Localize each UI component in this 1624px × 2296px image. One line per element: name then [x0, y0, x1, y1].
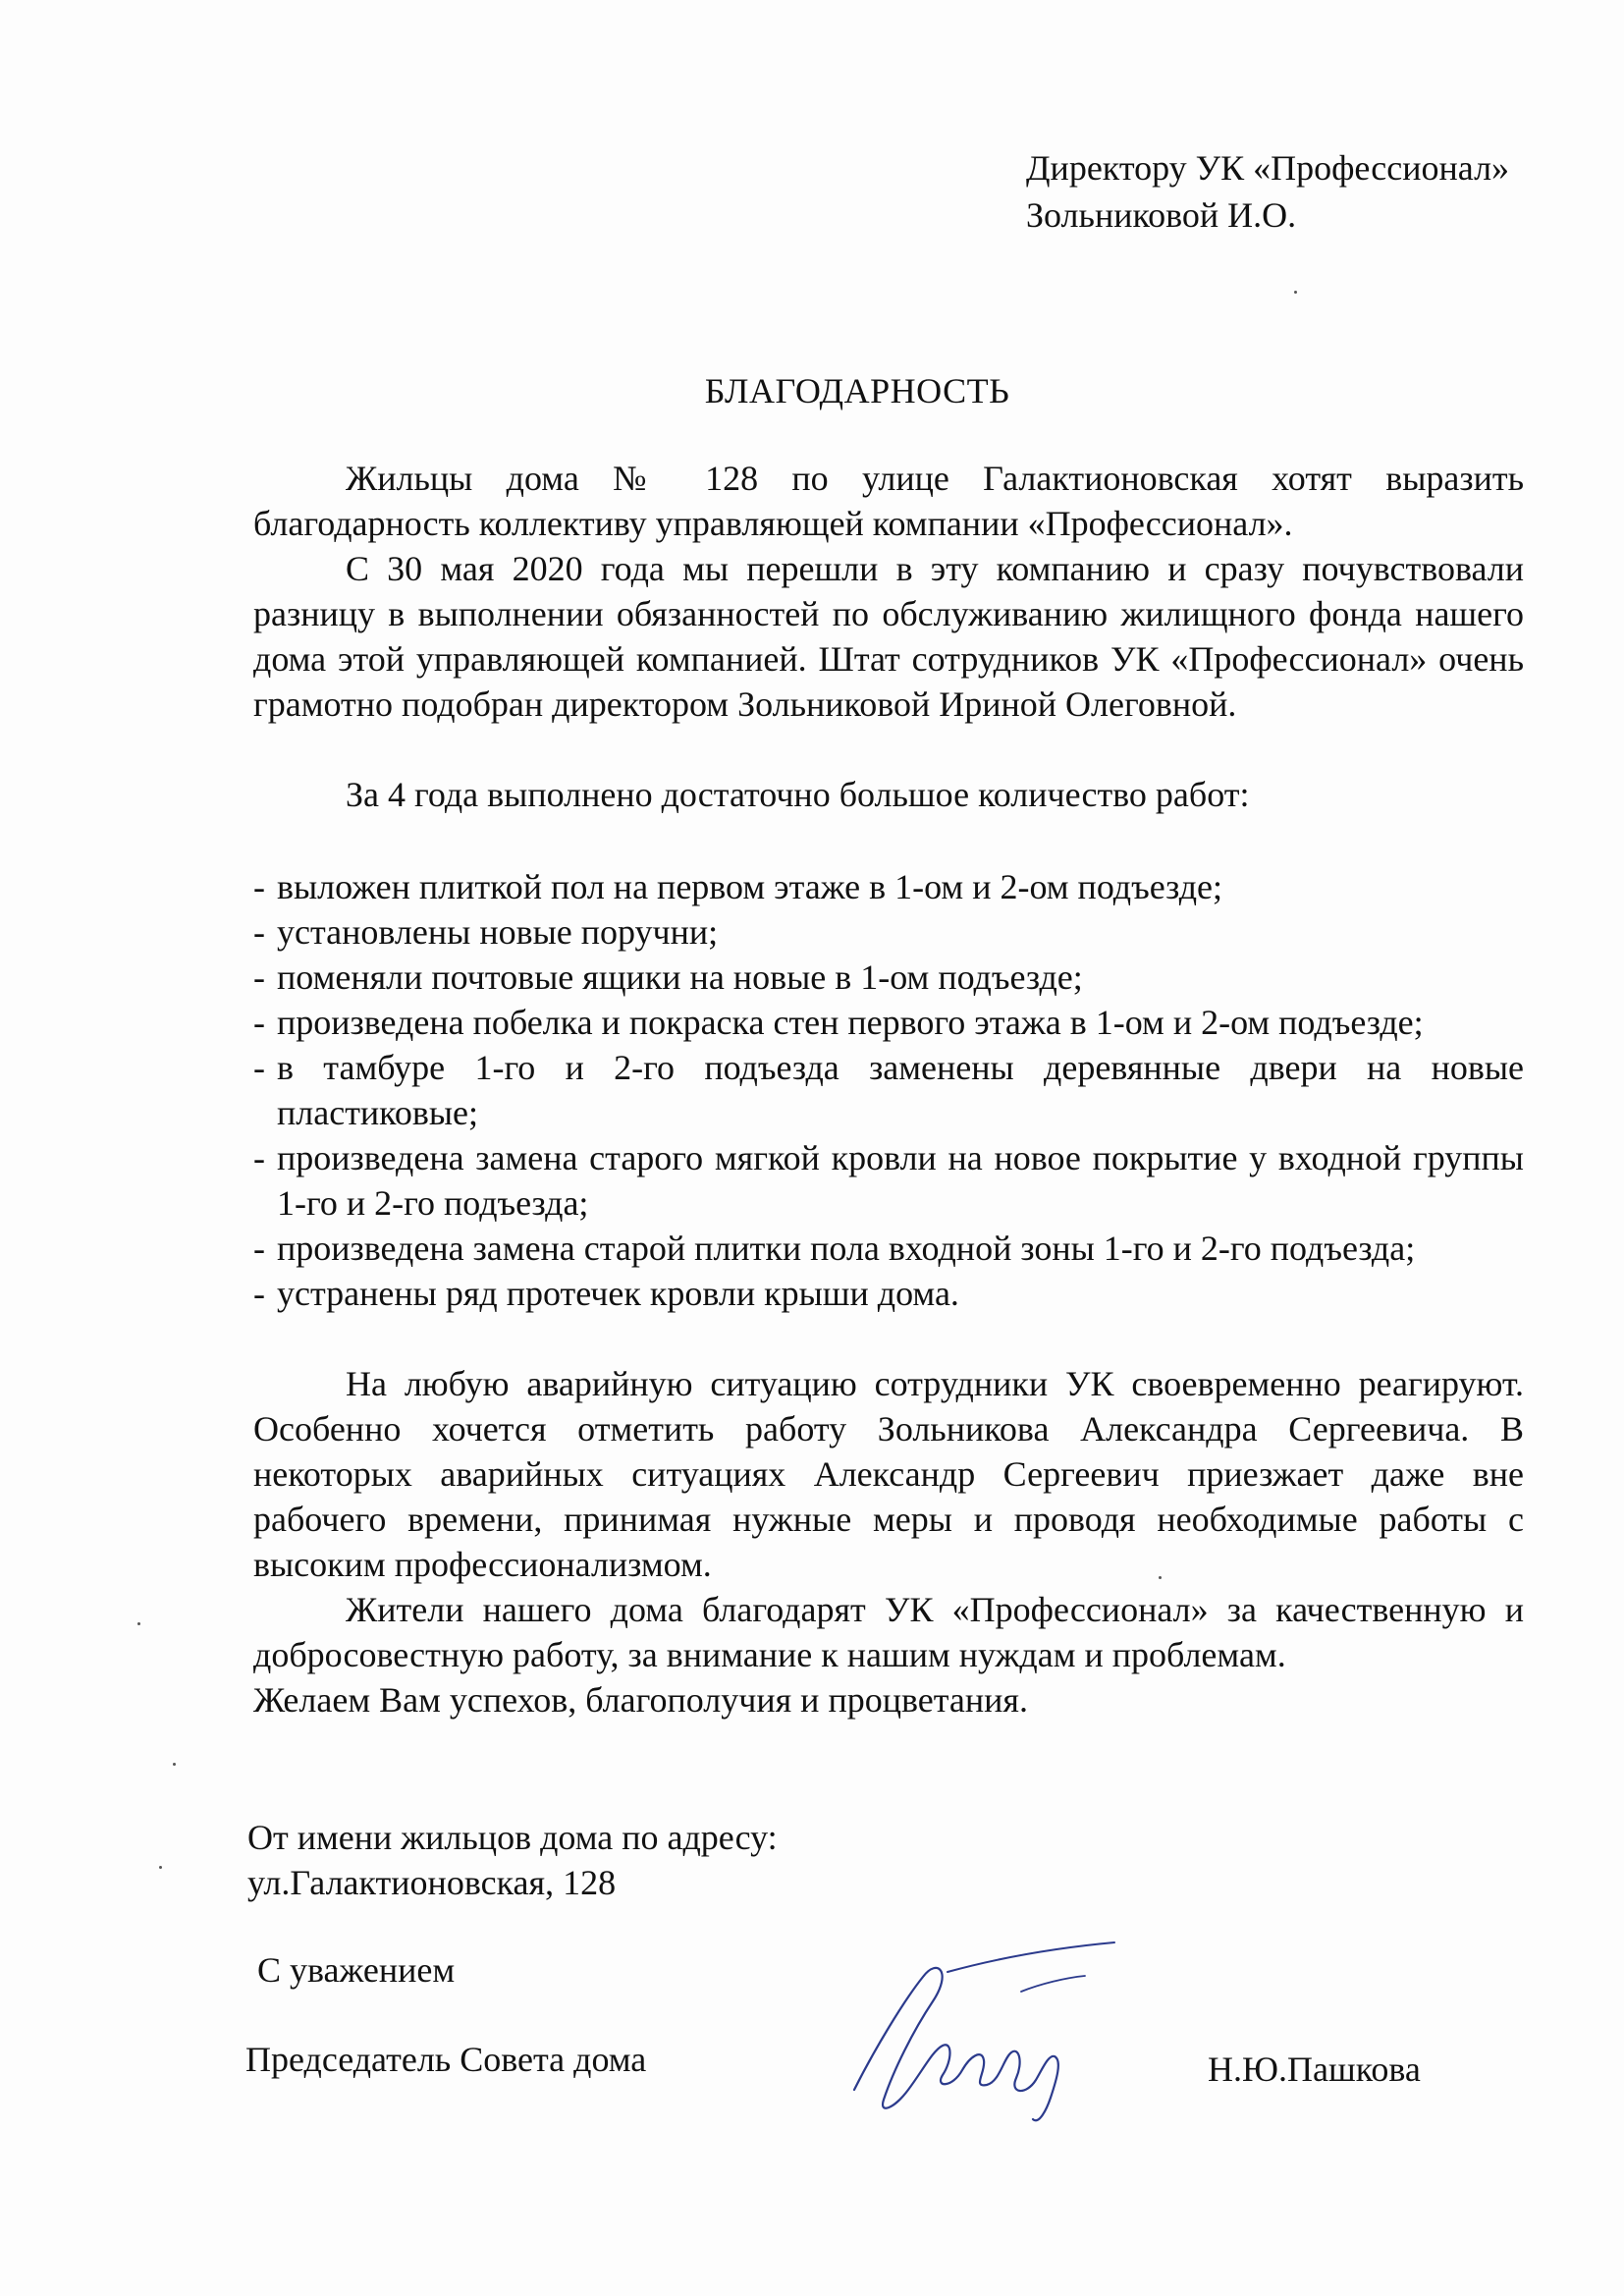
dash-marker: - — [253, 1003, 265, 1042]
list-item: - установлены новые поручни; — [253, 909, 1524, 955]
paragraph-thanks: Жители нашего дома благодарят УК «Профессионал» за качественную и добросовестную работу, за внимание к нашим нуждам и проблемам. — [253, 1590, 1524, 1674]
works-list — [253, 864, 1524, 1316]
addressee-block — [1026, 145, 1615, 240]
paragraph-transition: С 30 мая 2020 года мы перешли в эту компанию и сразу почувствовали разницу в выполнении обязанностей по обслуживанию жилищного фонда нашего дома этой управляющей компанией. Штат сотрудников УК «Профессионал» очень грамотно подобран директором Зольниковой Ириной Олеговной. — [253, 549, 1524, 724]
scan-speck — [159, 1866, 162, 1869]
works-intro: За 4 года выполнено достаточно большое количество работ: — [346, 775, 1250, 814]
paragraph-intro: Жильцы дома № 128 по улице Галактионовская хотят выразить благодарность коллективу управляющей компании «Профессионал». — [253, 459, 1524, 543]
list-item: - произведена замена старого мягкой кровли на новое покрытие у входной группы 1-го и 2-го подъезда; — [253, 1135, 1524, 1226]
list-item: - устранены ряд протечек кровли крыши дома. — [253, 1271, 1524, 1316]
addressee-line-2: Зольниковой И.О. — [1026, 195, 1297, 235]
scan-speck — [137, 1622, 140, 1625]
scan-speck — [1159, 1576, 1162, 1579]
list-item: - в тамбуре 1-го и 2-го подъезда заменены деревянные двери на новые пластиковые; — [253, 1045, 1524, 1135]
dash-marker: - — [253, 1048, 265, 1087]
addressee-line-1: Директору УК «Профессионал» — [1026, 148, 1510, 188]
dash-marker: - — [253, 1274, 265, 1313]
scan-speck — [1294, 291, 1297, 294]
dash-marker: - — [253, 1229, 265, 1268]
scan-speck — [173, 1763, 176, 1766]
signer-name: Н.Ю.Пашкова — [1208, 2050, 1421, 2089]
handwritten-signature — [815, 1933, 1129, 2129]
list-item: - произведена побелка и покраска стен первого этажа в 1-ом и 2-ом подъезде; — [253, 1000, 1524, 1045]
letter-title: БЛАГОДАРНОСТЬ — [704, 371, 1010, 410]
regards-line: С уважением — [257, 1950, 456, 1990]
letter-body — [253, 456, 1524, 1722]
sender-block — [247, 1815, 778, 1905]
paragraph-emergency: На любую аварийную ситуацию сотрудники УК своевременно реагируют. Особенно хочется отметить работу Зольникова Александра Сергеевича. В некоторых аварийных ситуациях Александр Сергеевич приезжает даже вне рабочего времени, принимая нужные меры и проводя необходимые работы с высоким профессионализмом. — [253, 1364, 1524, 1584]
signer-role: Председатель Совета дома — [245, 2040, 647, 2079]
list-item: - выложен плиткой пол на первом этаже в 1-ом и 2-ом подъезде; — [253, 864, 1524, 909]
sender-line-1: От имени жильцов дома по адресу: — [247, 1818, 778, 1857]
list-item: - поменяли почтовые ящики на новые в 1-ом подъезде; — [253, 955, 1524, 1000]
sender-line-2: ул.Галактионовская, 128 — [247, 1863, 617, 1902]
paragraph-wishes: Желаем Вам успехов, благополучия и процветания. — [253, 1680, 1028, 1720]
list-item: - произведена замена старой плитки пола входной зоны 1-го и 2-го подъезда; — [253, 1226, 1524, 1271]
dash-marker: - — [253, 1138, 265, 1177]
dash-marker: - — [253, 957, 265, 997]
dash-marker: - — [253, 867, 265, 906]
dash-marker: - — [253, 912, 265, 952]
